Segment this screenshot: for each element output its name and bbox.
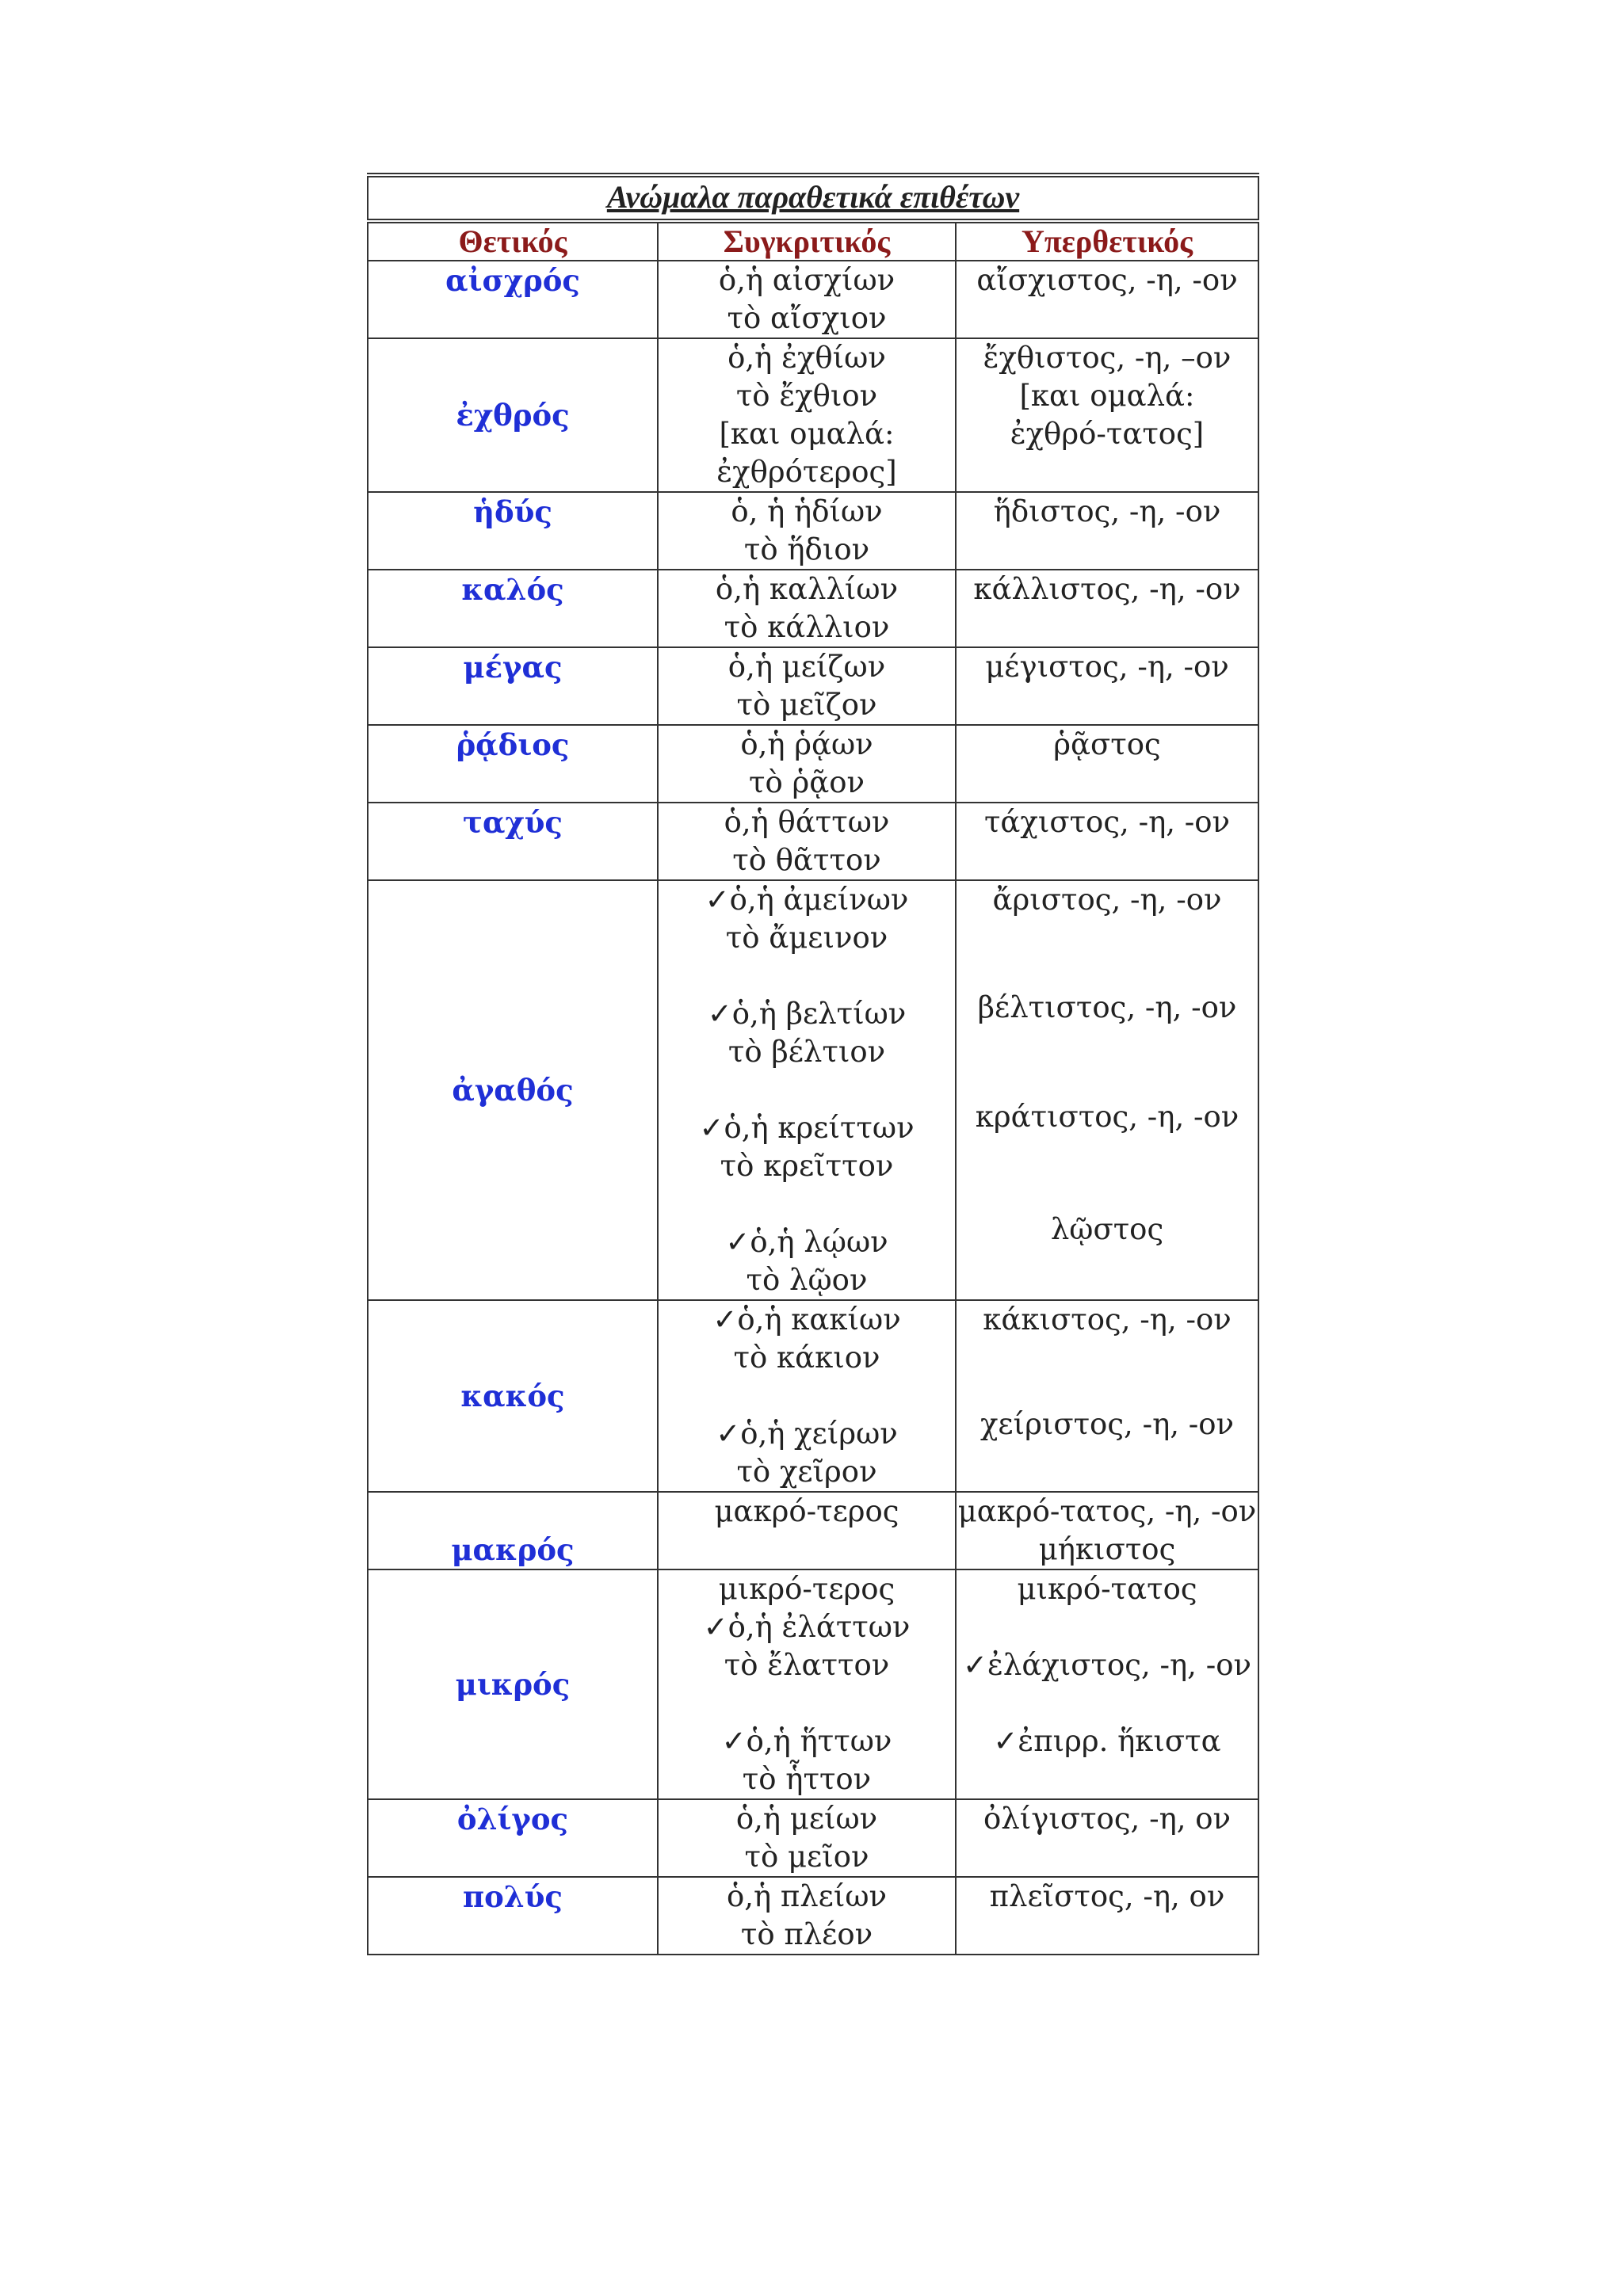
comparative-line: ὁ,ἡ μείζων [727, 650, 886, 684]
superlative-line: ῥᾷστος [1053, 727, 1161, 761]
table-row [368, 338, 1258, 492]
comparative-line: τὸ βέλτιον [727, 1035, 886, 1069]
comparative-cell [658, 570, 956, 647]
superlative-line: ἥδιστος, -η, -ον [993, 494, 1221, 528]
header-comparative: Συγκριτικός [658, 221, 956, 261]
spacer [659, 1071, 955, 1109]
superlative-line: ἔχθιστος, -η, –ον [983, 341, 1232, 375]
comparative-cell [658, 1877, 956, 1955]
comparative-line: τὸ λῷον [746, 1263, 868, 1297]
comparative-line: ὁ,ἡ καλλίων [715, 572, 899, 606]
superlative-line: ✓ἐπιρρ. ἥκιστα [993, 1724, 1221, 1758]
superlative-line: μακρό-τατος, -η, -ον [957, 1494, 1257, 1528]
table-row [368, 1569, 1258, 1799]
comparative-cell [658, 338, 956, 492]
superlative-cell [956, 880, 1258, 1300]
comparatives-table [367, 173, 1259, 1955]
superlative-line: μήκιστος [1038, 1532, 1176, 1566]
superlative-line: κράτιστος, -η, -ον [975, 1100, 1239, 1134]
comparative-line: ὁ,ἡ μείων [735, 1802, 878, 1836]
spacer [957, 919, 1258, 957]
comparative-line: [και ομαλά: [719, 417, 895, 451]
comparative-line: τὸ μεῖον [744, 1840, 869, 1874]
superlative-cell [956, 1300, 1258, 1492]
spacer [659, 1185, 955, 1223]
table-title: Ανώμαλα παραθετικά επιθέτων [368, 175, 1258, 221]
table-row [368, 570, 1258, 647]
comparative-line: τὸ κάκιον [733, 1341, 880, 1375]
superlative-cell [956, 1877, 1258, 1955]
superlative-cell [956, 492, 1258, 570]
positive-cell: ταχύς [368, 803, 658, 880]
comparative-cell [658, 1300, 956, 1492]
comparative-line: τὸ θᾶττον [732, 843, 881, 877]
positive-cell: κακός [368, 1300, 658, 1492]
comparative-cell [658, 1569, 956, 1799]
comparative-line: τὸ πλέον [740, 1917, 873, 1951]
comparative-line: τὸ ἄμεινον [725, 921, 888, 955]
comparative-cell [658, 803, 956, 880]
comparative-line: τὸ κρεῖττον [720, 1149, 894, 1183]
title-row [368, 175, 1258, 221]
superlative-line: κάκιστος, -η, -ον [983, 1302, 1232, 1337]
comparative-line: ὁ,ἡ θάττων [724, 805, 890, 839]
table-row [368, 1300, 1258, 1492]
superlative-line: [και ομαλά: [1019, 379, 1195, 413]
comparative-cell [658, 647, 956, 725]
superlative-cell [956, 803, 1258, 880]
spacer [957, 1136, 1258, 1174]
comparative-line: ὁ,ἡ ἐχθίων [727, 341, 886, 375]
comparative-line: ✓ὁ,ἡ λῴων [725, 1225, 888, 1259]
comparative-line: ✓ὁ,ἡ ἐλάττων [703, 1610, 911, 1644]
positive-cell: αἰσχρός [368, 261, 658, 338]
table-row [368, 803, 1258, 880]
table-row [368, 880, 1258, 1300]
comparative-line: ✓ὁ,ἡ ἥττων [721, 1724, 892, 1758]
comparative-cell [658, 261, 956, 338]
positive-cell: μακρός [368, 1492, 658, 1569]
superlative-line: λῷστος [1050, 1212, 1164, 1246]
table-row [368, 261, 1258, 338]
comparative-line: τὸ ἧττον [742, 1762, 872, 1796]
positive-cell: ἐχθρός [368, 338, 658, 492]
comparative-line: τὸ ἔχθιον [735, 379, 878, 413]
comparative-line: τὸ αἴσχιον [727, 301, 887, 335]
spacer [659, 1684, 955, 1722]
superlative-line: βέλτιστος, -η, -ον [977, 990, 1237, 1024]
comparative-line: ὁ,ἡ ῥᾴων [740, 727, 873, 761]
table-row [368, 725, 1258, 803]
superlative-line: ὀλίγιστος, -η, ον [983, 1802, 1232, 1836]
spacer [957, 1684, 1258, 1722]
header-superlative: Υπερθετικός [956, 221, 1258, 261]
positive-cell: ἡδύς [368, 492, 658, 570]
superlative-line: ✓ἐλάχιστος, -η, -ον [963, 1648, 1251, 1682]
spacer [659, 957, 955, 995]
comparative-cell [658, 725, 956, 803]
superlative-line: χείριστος, -η, -ον [980, 1407, 1235, 1441]
comparative-line: ✓ὁ,ἡ χείρων [716, 1417, 898, 1451]
spacer [659, 1377, 955, 1415]
header-positive: Θετικός [368, 221, 658, 261]
comparative-line: τὸ μεῖζον [736, 688, 877, 722]
positive-cell: ἀγαθός [368, 880, 658, 1300]
positive-cell: ὀλίγος [368, 1799, 658, 1877]
superlative-cell [956, 1492, 1258, 1569]
comparative-line: ὁ, ἡ ἡδίων [731, 494, 883, 528]
comparative-line: τὸ ῥᾷον [748, 765, 865, 799]
comparative-cell [658, 880, 956, 1300]
positive-cell: πολύς [368, 1877, 658, 1955]
table-row [368, 1799, 1258, 1877]
positive-cell: καλός [368, 570, 658, 647]
table-row [368, 1492, 1258, 1569]
spacer [957, 1608, 1258, 1646]
superlative-line: αἴσχιστος, -η, -ον [976, 263, 1238, 297]
comparative-line: ὁ,ἡ πλείων [726, 1879, 888, 1913]
superlative-line: τάχιστος, -η, -ον [983, 805, 1231, 839]
comparative-line: τὸ ἥδιον [743, 532, 870, 566]
spacer [957, 1027, 1258, 1065]
comparative-cell [658, 492, 956, 570]
comparative-line: τὸ ἔλαττον [724, 1648, 890, 1682]
superlative-line: ἄριστος, -η, -ον [992, 883, 1222, 917]
comparative-cell [658, 1492, 956, 1569]
superlative-cell [956, 1799, 1258, 1877]
superlative-cell [956, 647, 1258, 725]
comparative-line: ✓ὁ,ἡ ἀμείνων [705, 883, 909, 917]
comparative-line: ✓ὁ,ἡ βελτίων [707, 997, 907, 1031]
spacer [957, 1339, 1258, 1377]
comparative-line: ✓ὁ,ἡ κακίων [712, 1302, 901, 1337]
superlative-line: πλεῖστος, -η, ον [989, 1879, 1225, 1913]
superlative-cell [956, 725, 1258, 803]
superlative-line: μέγιστος, -η, -ον [985, 650, 1229, 684]
comparative-line: ἐχθρότερος] [716, 455, 897, 489]
comparative-line: τὸ κάλλιον [724, 610, 890, 644]
superlative-cell [956, 338, 1258, 492]
superlative-line: μικρό-τατος [1017, 1572, 1197, 1606]
header-row [368, 221, 1258, 261]
table-row [368, 492, 1258, 570]
superlative-cell [956, 261, 1258, 338]
positive-cell: μικρός [368, 1569, 658, 1799]
comparative-line: ὁ,ἡ αἰσχίων [718, 263, 896, 297]
superlative-line: κάλλιστος, -η, -ον [973, 572, 1241, 606]
superlative-cell [956, 1569, 1258, 1799]
comparative-line: μακρό-τερος [714, 1494, 899, 1528]
superlative-line: ἐχθρό-τατος] [1010, 417, 1205, 451]
comparative-line: μικρό-τερος [718, 1572, 896, 1606]
superlative-cell [956, 570, 1258, 647]
comparative-line: τὸ χεῖρον [736, 1455, 877, 1489]
table-row [368, 647, 1258, 725]
comparative-cell [658, 1799, 956, 1877]
table-row [368, 1877, 1258, 1955]
comparative-line: ✓ὁ,ἡ κρείττων [699, 1111, 915, 1145]
positive-cell: ῥᾴδιος [368, 725, 658, 803]
positive-cell: μέγας [368, 647, 658, 725]
